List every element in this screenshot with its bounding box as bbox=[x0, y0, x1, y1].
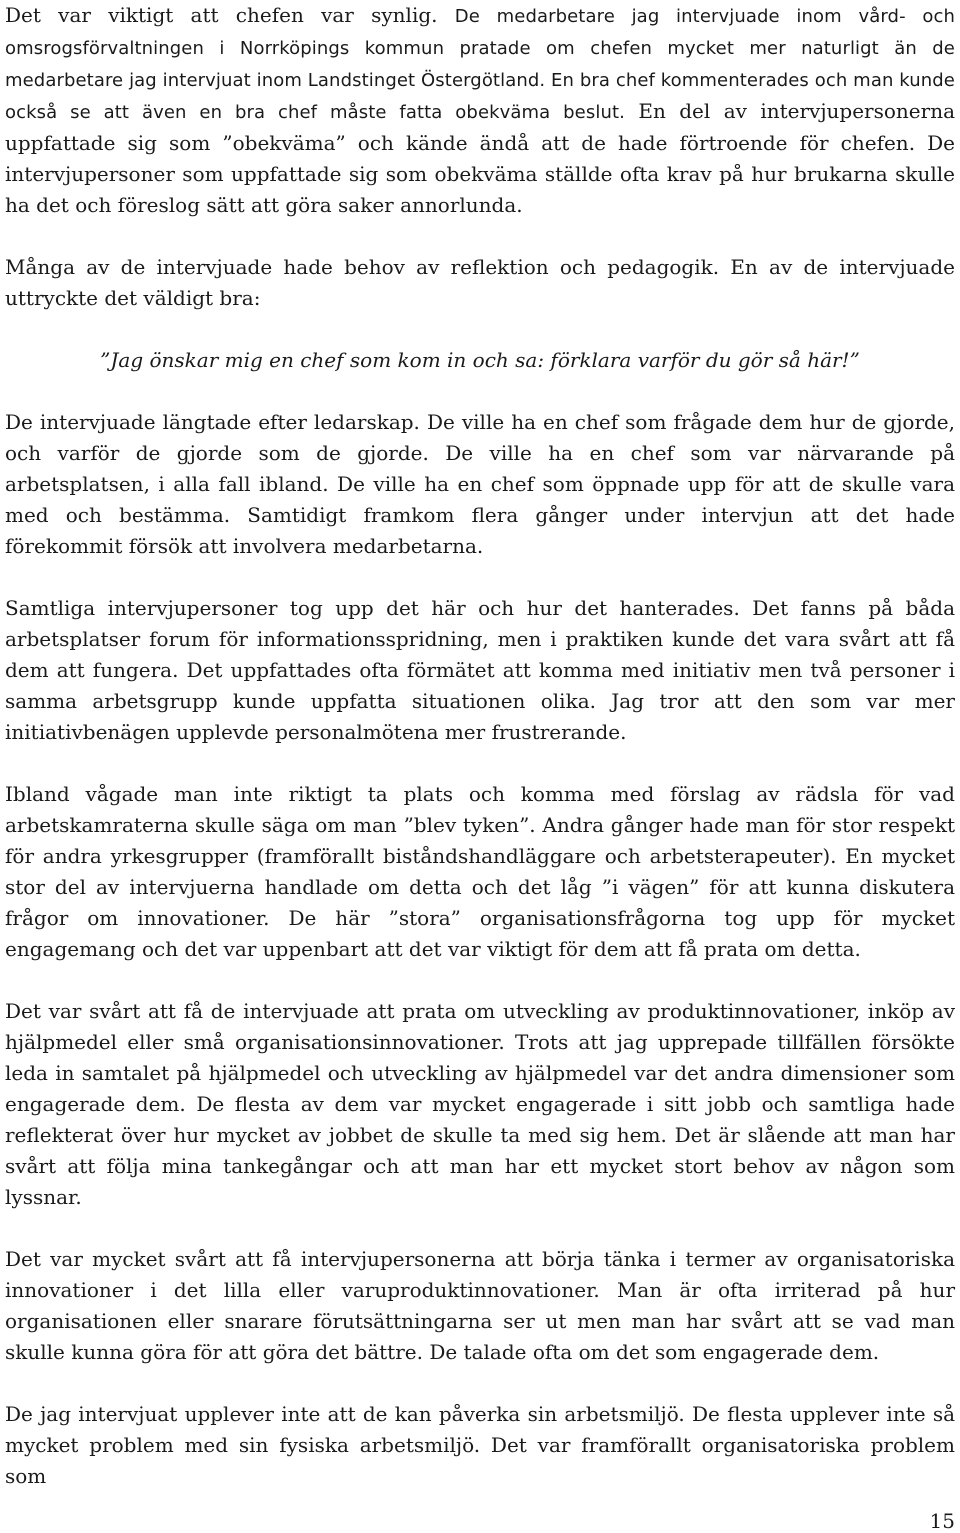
paragraph-spacer bbox=[5, 221, 955, 252]
paragraph-6: Det var svårt att få de intervjuade att prata om utveckling av produktinnovationer, inköp av hjälpmedel eller små organisationsinnovationer. Trots att jag upprepade tillfällen försökte leda in samtalet på hjälpmedel och utveckling av hjälpmedel var det andra dimensioner som engagerade dem. De flesta av dem var mycket engagerade i sitt jobb och samtliga hade reflekterat över hur mycket av jobbet de skulle ta med sig hem. Det är slående att man har svårt att följa mina tankegångar och att man har ett mycket stort behov av någon som lyssnar. bbox=[5, 999, 955, 1209]
paragraph-1-sentence-1: Det var viktigt att chefen var synlig. bbox=[5, 3, 438, 27]
paragraph-3: De intervjuade längtade efter ledarskap. De ville ha en chef som frågade dem hur de gjorde, och varför de gjorde som de gjorde. De ville ha en chef som var närvarande på arbetsplatsen, i alla fall ibland. De ville ha en chef som öppnade upp för att de skulle vara med och bestämma. Samtidigt framkom flera gånger under intervjun att det hade förekommit försök att involvera medarbetarna. bbox=[5, 410, 955, 558]
page-number: 15 bbox=[929, 1509, 955, 1533]
paragraph-spacer bbox=[5, 562, 955, 593]
paragraph-8: De jag intervjuat upplever inte att de kan påverka sin arbetsmiljö. De flesta upplever inte så mycket problem med sin fysiska arbetsmiljö. Det var framförallt organisatoriska problem som bbox=[5, 1402, 955, 1488]
paragraph-7: Det var mycket svårt att få intervjupersonerna att börja tänka i termer av organisatoriska innovationer i det lilla eller varuproduktinnovationer. Man är ofta irriterad på hur organisationen eller snarare förutsättningarna ser ut men man har svårt att se vad man skulle kunna göra för att göra det bättre. De talade ofta om det som engagerade dem. bbox=[5, 1247, 955, 1364]
paragraph-spacer bbox=[5, 1213, 955, 1244]
paragraph-spacer bbox=[5, 1368, 955, 1399]
paragraph-spacer bbox=[5, 376, 955, 407]
paragraph-2: Många av de intervjuade hade behov av reflektion och pedagogik. En av de intervjuade uttryckte det väldigt bra: bbox=[5, 255, 955, 310]
paragraph-spacer bbox=[5, 965, 955, 996]
paragraph-1 bbox=[5, 0, 955, 221]
paragraph-spacer bbox=[5, 748, 955, 779]
paragraph-1-sentence-3: En del av intervjupersonerna uppfattade sig som ”obekväma” och kände ändå att de hade förtroende för chefen. bbox=[5, 99, 956, 155]
paragraph-spacer bbox=[5, 314, 955, 345]
paragraph-1-sentence-4: De intervjupersoner som uppfattade sig som obekväma ställde ofta krav på hur brukarna skulle ha det och föreslog sätt att göra saker annorlunda. bbox=[5, 131, 956, 217]
paragraph-5: Ibland vågade man inte riktigt ta plats och komma med förslag av rädsla för vad arbetskamraterna skulle säga om man ”blev tyken”. Andra gånger hade man för stor respekt för andra yrkesgrupper (framförallt biståndshandläggare och arbetsterapeuter). En mycket stor del av intervjuerna handlade om detta och det låg ”i vägen” för att kunna diskutera frågor om innovationer. De här ”stora” organisationsfrågorna tog upp för mycket engagemang och det var uppenbart att det var viktigt för dem att få prata om detta. bbox=[5, 782, 955, 961]
interview-quote: ”Jag önskar mig en chef som kom in och sa: förklara varför du gör så här!” bbox=[100, 348, 860, 372]
document-page bbox=[5, 0, 955, 1492]
paragraph-4: Samtliga intervjupersoner tog upp det här och hur det hanterades. Det fanns på båda arbetsplatser forum för informationsspridning, men i praktiken kunde det vara svårt att få dem att fungera. Det uppfattades ofta förmätet att komma med initiativ men två personer i samma arbetsgrupp kunde uppfatta situationen olika. Jag tror att den som var mer initiativbenägen upplevde personalmötena mer frustrerande. bbox=[5, 596, 955, 744]
paragraph-1-sentence-2: De medarbetare jag intervjuade inom vård- och omsrogsförvaltningen i Norrköpings kommun pratade om chefen mycket mer naturligt än de medarbetare jag intervjuat inom Landstinget Östergötland. En bra chef kommenterades och man kunde också se att även en bra chef måste fatta obekväma beslut. bbox=[5, 6, 956, 123]
